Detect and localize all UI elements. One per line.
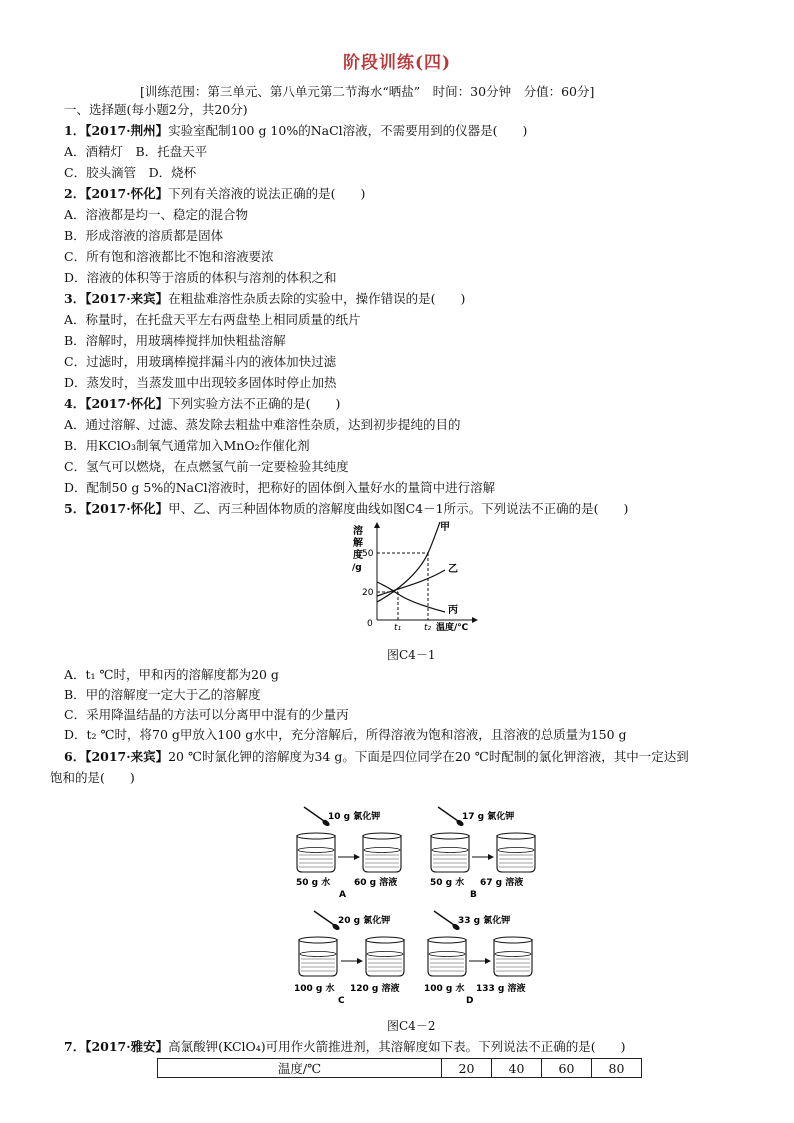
question-text: 下列有关溶液的说法正确的是( ) <box>168 186 366 201</box>
panel-letter: D <box>466 996 474 1006</box>
question-text: 实验室配制100 g 10%的NaCl溶液，不需要用到的仪器是( ) <box>168 123 528 138</box>
panel-b <box>430 807 535 900</box>
spoon-icon <box>314 911 341 931</box>
origin-label: 0 <box>367 619 373 629</box>
label-jia: 甲 <box>440 522 450 533</box>
y-axis-arrow <box>374 522 380 528</box>
tick-50: 50 <box>362 549 374 559</box>
arrow-icon <box>338 854 360 860</box>
question-1 <box>64 122 527 140</box>
question-number: 2． <box>64 186 86 201</box>
solute-label: 10 g 氯化钾 <box>328 812 381 822</box>
water-label: 50 g 水 <box>296 878 331 888</box>
ylabel-char: 度 <box>353 550 363 561</box>
water-label: 50 g 水 <box>430 878 465 888</box>
question-number: 7． <box>64 1039 86 1054</box>
panel-letter: C <box>338 996 345 1006</box>
beaker-icon <box>431 833 469 872</box>
question-2 <box>64 185 365 203</box>
question-source: 【2017·怀化】 <box>85 186 169 201</box>
figure-caption: 图C4－1 <box>387 648 436 662</box>
question-text: 20 ℃时氯化钾的溶解度为34 g。下面是四位同学在20 ℃时配制的氯化钾溶液，其中一定达到 <box>168 749 689 764</box>
solution-label: 133 g 溶液 <box>476 984 526 994</box>
arrow-icon <box>341 958 363 964</box>
panel-a <box>296 807 401 900</box>
question-number: 6． <box>64 749 86 764</box>
beaker-icon <box>363 833 401 872</box>
page-title: 阶段训练(四) <box>342 53 452 73</box>
question-text: 甲、乙、丙三种固体物质的溶解度曲线如图C4－1所示。下列说法不正确的是( ) <box>168 501 629 516</box>
spoon-icon <box>438 807 465 827</box>
question-text: 高氯酸钾(KClO₄)可用作火箭推进剂，其溶解度如下表。下列说法不正确的是( ) <box>168 1039 626 1054</box>
beaker-icon <box>297 833 335 872</box>
x-axis-label: 温度/℃ <box>436 623 469 633</box>
option-line: C．采用降温结晶的方法可以分离甲中混有的少量丙 <box>64 707 349 722</box>
option-line: A．溶液都是均一、稳定的混合物 <box>64 207 249 222</box>
question-3 <box>64 290 465 308</box>
question-text: 下列实验方法不正确的是( ) <box>168 396 341 411</box>
curve-bing <box>377 582 445 612</box>
label-bing: 丙 <box>448 605 458 616</box>
question-7 <box>64 1038 625 1056</box>
subtitle: [训练范围：第三单元、第八单元第二节海水“晒盐” 时间：30分钟 分值：60分] <box>140 84 595 99</box>
question-source: 【2017·来宾】 <box>85 291 169 306</box>
water-label: 100 g 水 <box>424 984 465 994</box>
table-row <box>158 1059 642 1078</box>
table-cell: 80 <box>592 1059 642 1078</box>
tick-20: 20 <box>362 588 374 598</box>
panel-letter: A <box>339 890 346 900</box>
beaker-icon <box>428 937 466 976</box>
question-5 <box>64 500 628 518</box>
beaker-icon <box>497 833 535 872</box>
section-heading: 一、选择题(每小题2分，共20分) <box>64 102 248 117</box>
option-line: B．用KClO₃制氧气通常加入MnO₂作催化剂 <box>64 438 310 453</box>
arrow-icon <box>469 958 491 964</box>
option-line: C．所有饱和溶液都比不饱和溶液要浓 <box>64 249 274 264</box>
question-number: 5． <box>64 501 86 516</box>
solute-label: 20 g 氯化钾 <box>338 916 391 926</box>
question-source: 【2017·雅安】 <box>85 1039 169 1054</box>
beaker-icon <box>299 937 337 976</box>
question-source: 【2017·来宾】 <box>85 749 169 764</box>
panel-letter: B <box>470 890 477 900</box>
ylabel-char: 溶 <box>353 526 363 537</box>
solution-label: 120 g 溶液 <box>350 984 400 994</box>
option-line: B．形成溶液的溶质都是固体 <box>64 228 224 243</box>
tick-t1: t₁ <box>394 623 402 633</box>
panel-c <box>294 911 404 1006</box>
option-line: C．氢气可以燃烧，在点燃氢气前一定要检验其纯度 <box>64 459 349 474</box>
option-line: D．配制50 g 5%的NaCl溶液时，把称好的固体倒入量好水的量筒中进行溶解 <box>64 480 496 495</box>
option-line: B．甲的溶解度一定大于乙的溶解度 <box>64 687 261 702</box>
x-axis-arrow <box>472 617 478 623</box>
figure-caption: 图C4－2 <box>387 1019 436 1033</box>
curve-yi <box>377 570 445 596</box>
option-line: D．溶液的体积等于溶质的体积与溶剂的体积之和 <box>64 270 337 285</box>
option-line: A．通过溶解、过滤、蒸发除去粗盐中难溶性杂质，达到初步提纯的目的 <box>64 417 461 432</box>
label-yi: 乙 <box>448 564 458 575</box>
question-text: 在粗盐难溶性杂质去除的实验中，操作错误的是( ) <box>168 291 466 306</box>
option-line: D．蒸发时，当蒸发皿中出现较多固体时停止加热 <box>64 375 337 390</box>
solubility-curve-figure <box>340 520 480 635</box>
question-source: 【2017·怀化】 <box>85 501 169 516</box>
solubility-table <box>157 1058 642 1078</box>
question-text-continued: 饱和的是( ) <box>50 770 135 785</box>
question-number: 1． <box>64 123 86 138</box>
table-cell: 60 <box>542 1059 592 1078</box>
solute-label: 17 g 氯化钾 <box>462 812 515 822</box>
option-line: B．溶解时，用玻璃棒搅拌加快粗盐溶解 <box>64 333 286 348</box>
beaker-icon <box>494 937 532 976</box>
option-line: A．t₁ ℃时，甲和丙的溶解度都为20 g <box>64 667 279 682</box>
spoon-icon <box>304 807 331 827</box>
table-header-cell: 温度/℃ <box>158 1059 442 1078</box>
tick-t2: t₂ <box>424 623 432 633</box>
option-line: A．称量时，在托盘天平左右两盘垫上相同质量的纸片 <box>64 312 361 327</box>
solution-label: 60 g 溶液 <box>354 878 398 888</box>
option-line: D．t₂ ℃时，将70 g甲放入100 g水中，充分溶解后，所得溶液为饱和溶液，且溶液的总质量为150 g <box>64 727 627 742</box>
beaker-icon <box>366 937 404 976</box>
option-line: A．酒精灯 B．托盘天平 <box>64 144 208 159</box>
table-cell: 40 <box>492 1059 542 1078</box>
question-6 <box>64 748 689 766</box>
panel-d <box>424 911 532 1006</box>
spoon-icon <box>434 911 461 931</box>
question-4 <box>64 395 340 413</box>
curve-jia <box>377 522 440 602</box>
ylabel-char: 解 <box>353 538 363 549</box>
beaker-figure <box>290 805 540 1015</box>
water-label: 100 g 水 <box>294 984 335 994</box>
option-line: C．胶头滴管 D．烧杯 <box>64 165 197 180</box>
question-source: 【2017·荆州】 <box>85 123 169 138</box>
option-line: C．过滤时，用玻璃棒搅拌漏斗内的液体加快过滤 <box>64 354 337 369</box>
y-unit: /g <box>352 563 362 573</box>
question-source: 【2017·怀化】 <box>85 396 169 411</box>
question-number: 4． <box>64 396 86 411</box>
arrow-icon <box>472 854 494 860</box>
question-number: 3． <box>64 291 86 306</box>
table-cell: 20 <box>442 1059 492 1078</box>
solution-label: 67 g 溶液 <box>480 878 524 888</box>
solute-label: 33 g 氯化钾 <box>458 916 511 926</box>
